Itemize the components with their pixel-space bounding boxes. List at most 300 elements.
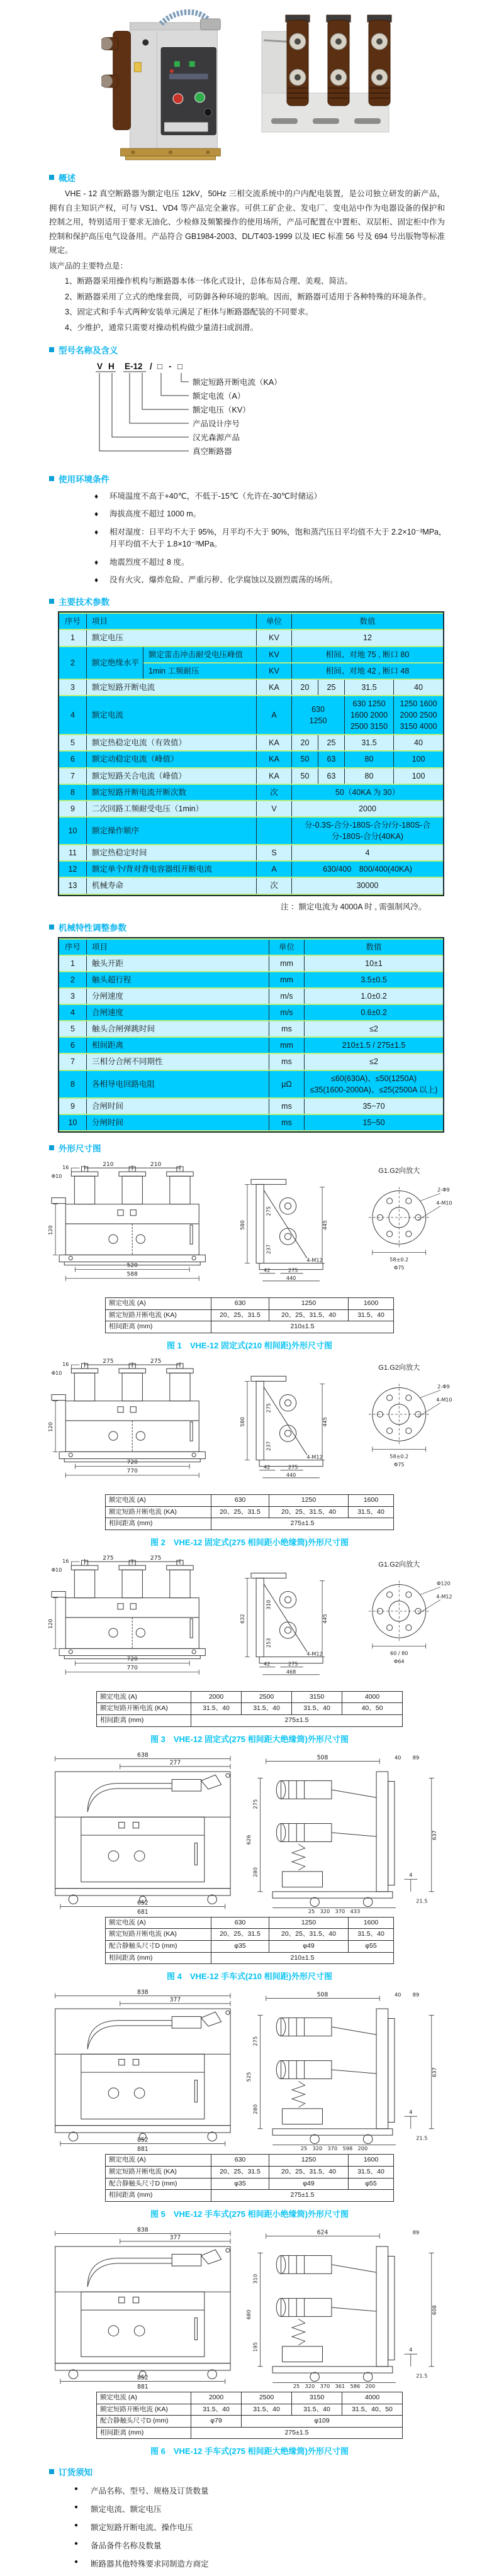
table-row	[59, 1038, 443, 1053]
section-title: 外形尺寸图	[59, 1144, 101, 1153]
dim-label: 4	[408, 2346, 412, 2353]
cell: 1250	[269, 1917, 349, 1929]
cell: 4	[292, 845, 443, 860]
cell: ms	[269, 1021, 305, 1036]
cell: 31.5	[345, 735, 394, 750]
dim-label: 681	[137, 1908, 149, 1914]
dim-label: 881	[137, 2383, 149, 2389]
cell: 额定绝缘水平	[87, 647, 143, 679]
model-code-part: H	[108, 362, 115, 371]
dim-label: 237	[265, 1441, 271, 1451]
cell: KV	[257, 647, 292, 662]
dim-label: 838	[137, 1989, 149, 1996]
cell: 275±1.5	[211, 1518, 394, 1530]
cell: 0.6±0.2	[305, 1005, 443, 1020]
header-cell: 序号	[59, 614, 87, 629]
dim-label: 632	[239, 1614, 245, 1624]
dim-label: 42	[263, 1267, 270, 1274]
cell: S	[257, 845, 292, 860]
model-code-part: □	[177, 362, 183, 371]
cell: 31.5、40	[292, 2404, 342, 2416]
dim-label: Φ75	[393, 1265, 405, 1271]
cell: 630/400 800/400(40KA)	[292, 862, 443, 877]
cell: 2	[59, 647, 87, 679]
figure-1-caption: 图 1 VHE-12 固定式(210 相间距)外形尺寸图	[167, 1340, 332, 1350]
dim-label: 21.5	[415, 2135, 427, 2141]
cell: 20、25、31.5	[211, 2166, 269, 2178]
dim-label: 2-Φ9	[437, 1187, 450, 1193]
section-title: 型号名称及含义	[59, 346, 118, 355]
cell: 9	[59, 1099, 87, 1114]
cell: 额定短路开断电流 (KA)	[106, 1929, 211, 1941]
cell: 额定短路开断电流 (KA)	[97, 1703, 191, 1715]
cell: 额定电流 (A)	[97, 2392, 191, 2404]
dim-label: 720	[126, 1459, 138, 1466]
cell: 31.5	[345, 680, 394, 695]
figure-6-drawing	[42, 2227, 457, 2389]
model-label: 真空断路器	[193, 447, 232, 456]
dim-label: 445	[322, 1220, 328, 1230]
figure-3-caption: 图 3 VHE-12 固定式(275 相间距大绝缘筒)外形尺寸图	[150, 1734, 349, 1744]
table-row	[59, 1054, 443, 1069]
table-row	[59, 845, 443, 860]
cell: KA	[257, 680, 292, 695]
cell: 触头合闸弹跳时间	[87, 1021, 269, 1036]
cell: KV	[257, 663, 292, 679]
cell: 31.5、40	[292, 1703, 342, 1715]
cell: 次	[257, 878, 292, 893]
cell: 触头超行程	[87, 972, 269, 987]
cell: φ109	[242, 2416, 403, 2428]
cell: 31.5、40	[191, 1703, 242, 1715]
detail-title: G1.G2向放大	[378, 1364, 420, 1372]
table-row	[59, 956, 443, 971]
cell: 12	[59, 862, 87, 877]
dim-label: 58±0.2	[389, 1257, 408, 1263]
dim-label: 637	[430, 2067, 437, 2078]
header-cell: 数值	[292, 614, 443, 629]
cell: m/s	[269, 989, 305, 1004]
table-row	[59, 735, 443, 750]
cell: φ55	[349, 1941, 394, 1953]
cell: 额定短路关合电流（峰值）	[87, 769, 257, 784]
model-label: 额定短路开断电流（KA）	[193, 378, 282, 387]
cell: V	[257, 801, 292, 816]
model-designation-diagram	[94, 359, 434, 464]
dim-label: 58±0.2	[389, 1453, 408, 1460]
figure-6-caption: 图 6 VHE-12 手车式(275 相间距大绝缘筒)外形尺寸图	[150, 2446, 349, 2457]
overview-feature: 1、断路器采用操作机构与断路器本体一体化式设计，总体布局合理、美观、简洁。	[65, 277, 352, 286]
dim-label: 280	[251, 2104, 258, 2115]
cell: 1600	[349, 1298, 394, 1310]
ordering-item: ● 断路器其他特殊要求同制造方商定	[74, 2558, 499, 2569]
dim-label: 60 / 80	[390, 1650, 408, 1657]
figure-1-drawing	[42, 1162, 457, 1295]
dim-label: 4-M12	[435, 1594, 452, 1600]
dim-label: 4-M12	[306, 1257, 323, 1263]
cell: 5	[59, 1021, 87, 1036]
dim-label: 508	[317, 1754, 328, 1762]
section-header-outline	[49, 1141, 499, 1154]
ordering-item: ● 产品名称、型号、规格及订货数量	[74, 2485, 499, 2496]
section-tech-params	[0, 595, 499, 911]
cell: 额定短路开断电流 (KA)	[106, 2166, 211, 2178]
model-code-part: -	[169, 362, 172, 371]
dim-label: 89	[412, 2229, 419, 2236]
cell: 210±1.5	[211, 1321, 394, 1333]
dim-label: 626	[245, 1835, 252, 1845]
cell: 20、25、31.5	[211, 1309, 269, 1321]
dim-label: Φ64	[393, 1658, 405, 1665]
cell: 额定电流	[87, 696, 257, 734]
cell: μΩ	[269, 1071, 305, 1097]
cell: 2500	[242, 1691, 292, 1703]
cell: 40	[394, 735, 443, 750]
model-label: 汉光森源产品	[193, 433, 240, 442]
figure-5-table	[105, 2154, 394, 2202]
model-code-part: /	[150, 362, 152, 371]
section-header-environment	[49, 472, 499, 485]
header-cell: 单位	[257, 614, 292, 629]
cell: 额定电流 (A)	[97, 1691, 191, 1703]
cell: 相间距离 (mm)	[106, 1321, 211, 1333]
environment-item: ♦ 地震烈度不超过 8 度。	[94, 557, 449, 569]
section-bullet-icon	[49, 175, 54, 180]
cell: φ49	[269, 1941, 349, 1953]
cell: 100	[394, 769, 443, 784]
section-bullet-icon	[49, 924, 54, 930]
dim-label: 4-M10	[435, 1397, 452, 1403]
cell: 相间、对地 75 , 断口 80	[292, 647, 443, 662]
cell: 630	[211, 1917, 269, 1929]
photo-side-mounted-poles	[252, 5, 398, 143]
cell: 相间距离 (mm)	[106, 1952, 211, 1964]
dim-label: 2-Φ9	[437, 1384, 450, 1390]
dim-label: 852	[137, 2374, 149, 2382]
dim-label: 120	[47, 1619, 53, 1629]
dim-label: 120	[47, 1422, 53, 1432]
dim-label: 275	[265, 1206, 271, 1216]
cell: 31.5、40	[349, 1309, 394, 1321]
cell: 额定单个/背对背电容器组开断电流	[87, 862, 257, 877]
dim-label: Φ10	[51, 1567, 62, 1574]
dim-label: 275	[288, 1661, 298, 1667]
figure-2-caption: 图 2 VHE-12 固定式(275 相间距小绝缘筒)外形尺寸图	[150, 1537, 349, 1547]
figure-5-caption: 图 5 VHE-12 手车式(275 相间距小绝缘筒)外形尺寸图	[150, 2209, 349, 2219]
dim-label: 468	[286, 1668, 296, 1675]
environment-item: ♦ 环境温度不高于+40℃，不低于-15℃（允许在-30℃时储运）	[94, 491, 449, 502]
table-row	[59, 972, 443, 987]
cell: 20	[292, 735, 318, 750]
section-environment	[0, 472, 499, 586]
cell: 额定热稳定时间	[87, 845, 257, 860]
section-bullet-icon	[49, 599, 54, 604]
table-row	[59, 696, 443, 734]
product-photos	[0, 0, 499, 162]
figure-3-table	[96, 1691, 403, 1727]
cell: 12	[292, 630, 443, 645]
table-row	[59, 785, 443, 800]
model-code-part: □	[157, 362, 163, 371]
section-outline-drawings	[0, 1141, 499, 2457]
dim-label: 445	[322, 1614, 328, 1624]
section-title: 使用环境条件	[59, 475, 109, 484]
dim-label: 280	[251, 1867, 258, 1877]
cell: 10±1	[305, 956, 443, 971]
section-bullet-icon	[49, 2469, 54, 2474]
table-row	[59, 989, 443, 1004]
environment-item: ♦ 海拔高度不超过 1000 m。	[94, 508, 449, 520]
table-row	[59, 769, 443, 784]
section-title: 概述	[59, 174, 76, 183]
cell: ms	[269, 1054, 305, 1069]
cell: φ55	[349, 2178, 394, 2190]
cell: 额定动稳定电流（峰值）	[87, 752, 257, 767]
dim-label: 275	[288, 1464, 298, 1470]
cell: 31.5、40	[349, 2166, 394, 2178]
cell: ≤2	[305, 1021, 443, 1036]
dim-label: 21.5	[415, 2372, 427, 2379]
cell: 次	[257, 785, 292, 800]
table-row	[59, 1021, 443, 1036]
dim-label: 275	[102, 1358, 114, 1365]
cell: 配合静触头尺寸D (mm)	[106, 2178, 211, 2190]
dim-label: 253	[265, 1638, 271, 1648]
cell: 1250	[269, 2155, 349, 2167]
cell: 20、25、31.5、40	[269, 1506, 349, 1518]
figure-6-table	[96, 2392, 403, 2440]
table-header-row	[59, 614, 443, 629]
figure-5	[0, 1989, 499, 2219]
figure-3-drawing	[42, 1555, 457, 1689]
overview-feature: 4、少维护，通常只需要对操动机构做少量清扫或润滑。	[65, 323, 258, 332]
cell	[305, 1071, 443, 1097]
dim-label: 377	[169, 2234, 181, 2241]
dim-label: 637	[430, 1829, 437, 1840]
cell: ms	[269, 1115, 305, 1130]
cell: 210±1.5	[211, 1952, 394, 1964]
table-row	[59, 1005, 443, 1020]
cell: 210±1.5 / 275±1.5	[305, 1038, 443, 1053]
section-title: 机械特性调整参数	[59, 923, 126, 933]
cell: 3	[59, 680, 87, 695]
cell: 相间距离 (mm)	[97, 2427, 191, 2439]
cell: 合闸速度	[87, 1005, 269, 1020]
environment-item: ♦ 相对湿度：日平均不大于 95%，月平均不大于 90%，饱和蒸汽压日平均值不大于 2.2×10⁻³MPa，月平均值不大于 1.8×10⁻³MPa。	[94, 526, 449, 551]
dim-label: 310	[265, 1599, 271, 1610]
cell: 9	[59, 801, 87, 816]
cell: 100	[394, 752, 443, 767]
table-row	[59, 878, 443, 893]
cell: ≤2	[305, 1054, 443, 1069]
dim-label: 440	[286, 1472, 296, 1478]
cell: 25	[318, 680, 345, 695]
cell-line: 630	[311, 704, 325, 714]
dim-label: 377	[169, 1997, 181, 2004]
table-row	[59, 1099, 443, 1114]
tech-table-note: 注 ：额定电流为 4000A 时 , 需强制风冷。	[281, 902, 427, 911]
cell: 分闸时间	[87, 1115, 269, 1130]
cell: 分闸速度	[87, 989, 269, 1004]
section-bullet-icon	[49, 1145, 54, 1150]
cell-line: ≤35(1600-2000A)、≤25(2500A 以上)	[310, 1085, 438, 1094]
cell: 40、50	[342, 1703, 403, 1715]
cell: 30000	[292, 878, 443, 893]
cell: 分-0.3S-合分-180S-合分/分-180S-合分-180S-合分(40KA)	[292, 818, 443, 844]
dim-label: 588	[126, 1271, 138, 1278]
cell: 3150	[292, 2392, 342, 2404]
cell: 额定电流 (A)	[106, 1494, 211, 1506]
ordering-item: ● 额定电流、额定电压	[74, 2503, 499, 2514]
cell: 80	[345, 769, 394, 784]
ordering-item: ● 额定短路开断电流、操作电压	[74, 2521, 499, 2533]
cell: 6	[59, 1038, 87, 1053]
environment-list	[94, 491, 499, 586]
dim-label: 638	[137, 1752, 149, 1759]
dim-label: 838	[137, 2226, 149, 2234]
cell: 1	[59, 956, 87, 971]
cell: 2	[59, 972, 87, 987]
dim-label: 770	[126, 1468, 138, 1475]
cell: 4000	[342, 1691, 403, 1703]
cell: φ35	[211, 1941, 269, 1953]
dim-label: 525	[245, 2072, 252, 2082]
cell: 额定短路开断电流开断次数	[87, 785, 257, 800]
figure-3	[0, 1555, 499, 1745]
dim-label: 580	[239, 1417, 245, 1427]
overview-features-intro: 该产品的主要特点是：	[49, 261, 128, 270]
cell: 50	[292, 769, 318, 784]
cell: 8	[59, 785, 87, 800]
dim-label: 852	[137, 2136, 149, 2144]
cell: 31.5、40	[242, 1703, 292, 1715]
photo-fixed-breaker	[101, 5, 233, 161]
cell: 20	[292, 680, 318, 695]
dim-label: 580	[239, 1220, 245, 1230]
dim-label: 275	[150, 1358, 161, 1365]
dim-label: Φ75	[393, 1462, 405, 1468]
cell: 80	[345, 752, 394, 767]
cell-line: ≤60(630A)、≤50(1250A)	[330, 1074, 417, 1083]
cell: 4000	[342, 2392, 403, 2404]
dim-label: 652	[137, 1899, 149, 1907]
cell: 相间距离	[87, 1038, 269, 1053]
cell: 额定电流 (A)	[106, 1298, 211, 1310]
dim-label: 4-M12	[306, 1651, 323, 1657]
dim-label: 881	[137, 2146, 149, 2152]
dim-label: 310	[251, 2273, 258, 2284]
cell: A	[257, 862, 292, 877]
cell: 3150	[292, 1691, 342, 1703]
cell: 50	[292, 752, 318, 767]
cell: 额定雷击冲击耐受电压峰值	[143, 647, 257, 662]
cell: mm	[269, 972, 305, 987]
model-label: 额定电压（KV）	[193, 406, 250, 414]
cell: A	[257, 696, 292, 734]
ordering-item: ● 备品备件名称及数量	[74, 2540, 499, 2551]
cell: KA	[257, 769, 292, 784]
dim-label: 277	[169, 1759, 181, 1767]
cell: 25	[318, 735, 345, 750]
cell: 630	[211, 2155, 269, 2167]
dim-label: 25 320 370 433	[308, 1907, 360, 1914]
overview-feature: 2、断路器采用了立式的绝缘套筒，可防御各种环境的影响。因而，断路器可适用于各种特殊的环境条件。	[65, 292, 431, 301]
cell: 额定电压	[87, 630, 257, 645]
figure-2-drawing	[42, 1358, 457, 1492]
model-label: 产品设计序号	[193, 419, 240, 428]
cell: 63	[318, 769, 345, 784]
cell: 额定短路开断电流 (KA)	[106, 1506, 211, 1518]
cell: 1600	[349, 1917, 394, 1929]
dim-label: 16	[62, 1558, 69, 1564]
environment-item: ♦ 没有火灾、爆炸危险、严重污秽、化学腐蚀以及剧烈震荡的场所。	[94, 574, 449, 586]
dim-label: 16	[62, 1362, 69, 1368]
cell: 20、25、31.5	[211, 1929, 269, 1941]
dim-label: 21.5	[415, 1897, 427, 1904]
table-row	[59, 752, 443, 767]
cell: 合闸时间	[87, 1099, 269, 1114]
cell: φ49	[269, 2178, 349, 2190]
cell: 1.0±0.2	[305, 989, 443, 1004]
dim-label: 275	[251, 2036, 258, 2046]
section-header-model	[49, 343, 499, 356]
cell: 3	[59, 989, 87, 1004]
dim-label: Φ10	[51, 1174, 62, 1180]
dim-label: 40	[394, 1754, 401, 1761]
cell: KV	[257, 630, 292, 645]
cell: 1600	[349, 2155, 394, 2167]
section-title: 主要技术参数	[59, 597, 109, 608]
section-bullet-icon	[49, 347, 54, 352]
dim-label: 195	[251, 2341, 258, 2352]
cell: 10	[59, 818, 87, 844]
table-header-row	[59, 940, 443, 955]
cell	[257, 818, 292, 844]
table-row	[59, 1071, 443, 1097]
cell: 630 1250 1600 2000 2500 3150	[345, 696, 394, 734]
table-row	[59, 647, 443, 662]
cell: 配合静触头尺寸D (mm)	[97, 2416, 191, 2428]
cell: 相间、对地 42 , 断口 48	[292, 663, 443, 679]
table-row	[59, 630, 443, 645]
cell: 275±1.5	[191, 2427, 403, 2439]
dim-label: Φ10	[51, 1370, 62, 1377]
dim-label: Φ120	[436, 1580, 451, 1587]
cell: mm	[269, 1038, 305, 1053]
cell: mm	[269, 956, 305, 971]
figure-6	[0, 2227, 499, 2457]
cell: 额定短路开断电流	[87, 680, 257, 695]
figure-5-drawing	[42, 1989, 457, 2151]
cell: 275±1.5	[211, 2190, 394, 2202]
cell: 额定热稳定电流（有效值）	[87, 735, 257, 750]
cell: 31.5、40	[191, 2404, 242, 2416]
cell: 8	[59, 1071, 87, 1097]
cell: 触头开距	[87, 956, 269, 971]
dim-label: 720	[126, 1656, 138, 1663]
cell: 50（40KA 为 30）	[292, 785, 443, 800]
figure-4-caption: 图 4 VHE-12 手车式(210 相间距)外形尺寸图	[167, 1972, 332, 1982]
dim-label: 4-M12	[306, 1454, 323, 1460]
dim-label: 42	[263, 1464, 270, 1470]
dim-label: 89	[412, 1991, 419, 1998]
detail-title: G1.G2向放大	[378, 1561, 420, 1569]
figure-1-table	[105, 1297, 394, 1333]
dim-label: 42	[263, 1661, 270, 1667]
section-model-designation	[0, 343, 499, 464]
cell: 额定操作顺序	[87, 818, 257, 844]
cell: 2000	[191, 2392, 242, 2404]
